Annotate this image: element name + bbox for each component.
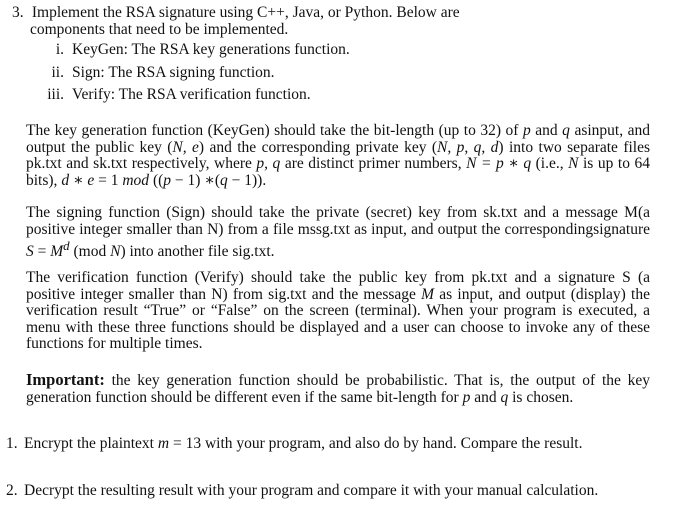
var-p: p xyxy=(462,388,471,406)
keygen-paragraph xyxy=(26,123,650,189)
important-label: Important: xyxy=(26,370,105,389)
var-de: d ∗ e xyxy=(61,171,95,189)
var-n: N xyxy=(568,155,579,172)
verify-text: as input, and output (display) the verification result “True” or “False” on the screen (terminal). When your program is executed, a menu with these three functions should be displayed and a user can choose to invoke any of these functions for multiple times. xyxy=(26,285,650,352)
var-m: M xyxy=(421,285,435,303)
keygen-text: (i.e., xyxy=(531,155,569,172)
task-heading-line1: Implement the RSA signature using C++, Java, or Python. Below are xyxy=(31,4,460,21)
keygen-text: The key generation function (KeyGen) should take the bit-length (up to 32) of xyxy=(26,122,523,139)
mod-keyword: mod xyxy=(122,171,150,189)
question-1 xyxy=(6,434,654,453)
keygen-text: and xyxy=(530,122,558,139)
var-q: q xyxy=(562,122,570,139)
var-q: q xyxy=(220,171,228,189)
public-key-vars: N, e xyxy=(172,138,199,156)
var-p: p xyxy=(163,171,172,189)
question-text: = 13 with your program, and also do by hand. Compare the result. xyxy=(169,435,583,452)
var-pq: p, q xyxy=(256,155,281,172)
important-text: the key generation function should be probabilistic. That is, the output of the key generation function should be different even if the same bit-length for xyxy=(26,372,650,406)
keygen-text: ) xyxy=(498,138,504,156)
important-paragraph xyxy=(26,372,650,406)
task-heading-line2: components that need to be implemented. xyxy=(30,21,289,38)
sub-item-numeral: i. xyxy=(55,41,64,58)
sign-text: The signing function (Sign) should take the private (secret) key from sk.txt and a message M(a positive integer smaller than N) from a file mssg.txt as input, and output the correspondingsignature xyxy=(26,204,650,238)
important-text: is chosen. xyxy=(508,388,574,406)
var-d-exponent: d xyxy=(63,238,70,253)
keygen-text: − 1) ∗( xyxy=(171,171,220,189)
var-s: S xyxy=(26,243,34,261)
sign-text: ) into another file sig.txt. xyxy=(120,243,275,261)
keygen-text: are distinct primer xyxy=(280,155,400,172)
keygen-text: (( xyxy=(149,171,164,189)
private-key-vars: N, p, q, d xyxy=(437,138,499,156)
keygen-text: into two separate files pk.txt and sk.txt respectively, where xyxy=(26,138,651,172)
keygen-text: is up to 64 bits), xyxy=(26,155,650,189)
sub-item-text: KeyGen: The RSA key generations function. xyxy=(72,41,350,58)
var-n: N xyxy=(466,155,477,172)
question-number: 1. xyxy=(6,435,18,452)
question-text: Encrypt the plaintext xyxy=(24,435,158,452)
keygen-text: = 1 xyxy=(94,171,123,189)
sub-item-numeral: iii. xyxy=(47,86,64,103)
question-2 xyxy=(6,481,654,500)
sub-item-numeral: ii. xyxy=(51,64,64,81)
question-text: Decrypt the resulting result with your program and compare it with your manual calculation. xyxy=(24,482,599,499)
important-text: and xyxy=(470,388,501,406)
sub-item-sign xyxy=(30,64,275,81)
verify-paragraph xyxy=(26,270,650,353)
task-heading xyxy=(12,4,612,38)
var-m: M xyxy=(50,243,64,261)
question-number: 2. xyxy=(6,482,18,499)
equals-sign: = xyxy=(33,243,51,261)
sub-item-keygen xyxy=(30,41,350,58)
keygen-text: numbers, xyxy=(404,155,467,172)
sign-text: (mod xyxy=(69,243,111,261)
modulus-equation: = p ∗ q xyxy=(476,155,532,172)
var-p: p xyxy=(522,122,531,139)
sub-item-text: Sign: The RSA signing function. xyxy=(72,64,275,81)
task-number: 3. xyxy=(12,4,24,21)
var-n: N xyxy=(110,243,121,261)
sign-paragraph xyxy=(26,205,650,261)
var-q: q xyxy=(500,388,509,406)
var-m: m xyxy=(157,435,170,452)
keygen-text: asinput, and output the public key ( xyxy=(26,122,650,156)
sub-item-text: Verify: The RSA verification function. xyxy=(72,86,311,103)
keygen-text: − 1)). xyxy=(227,171,267,189)
keygen-text: ) and the corresponding private key ( xyxy=(198,138,438,156)
verify-text: The verification function (Verify) should take the public key from pk.txt and a signature S (a positive integer smaller than N) from sig.txt and the message xyxy=(26,269,650,303)
sub-item-verify xyxy=(30,86,311,103)
